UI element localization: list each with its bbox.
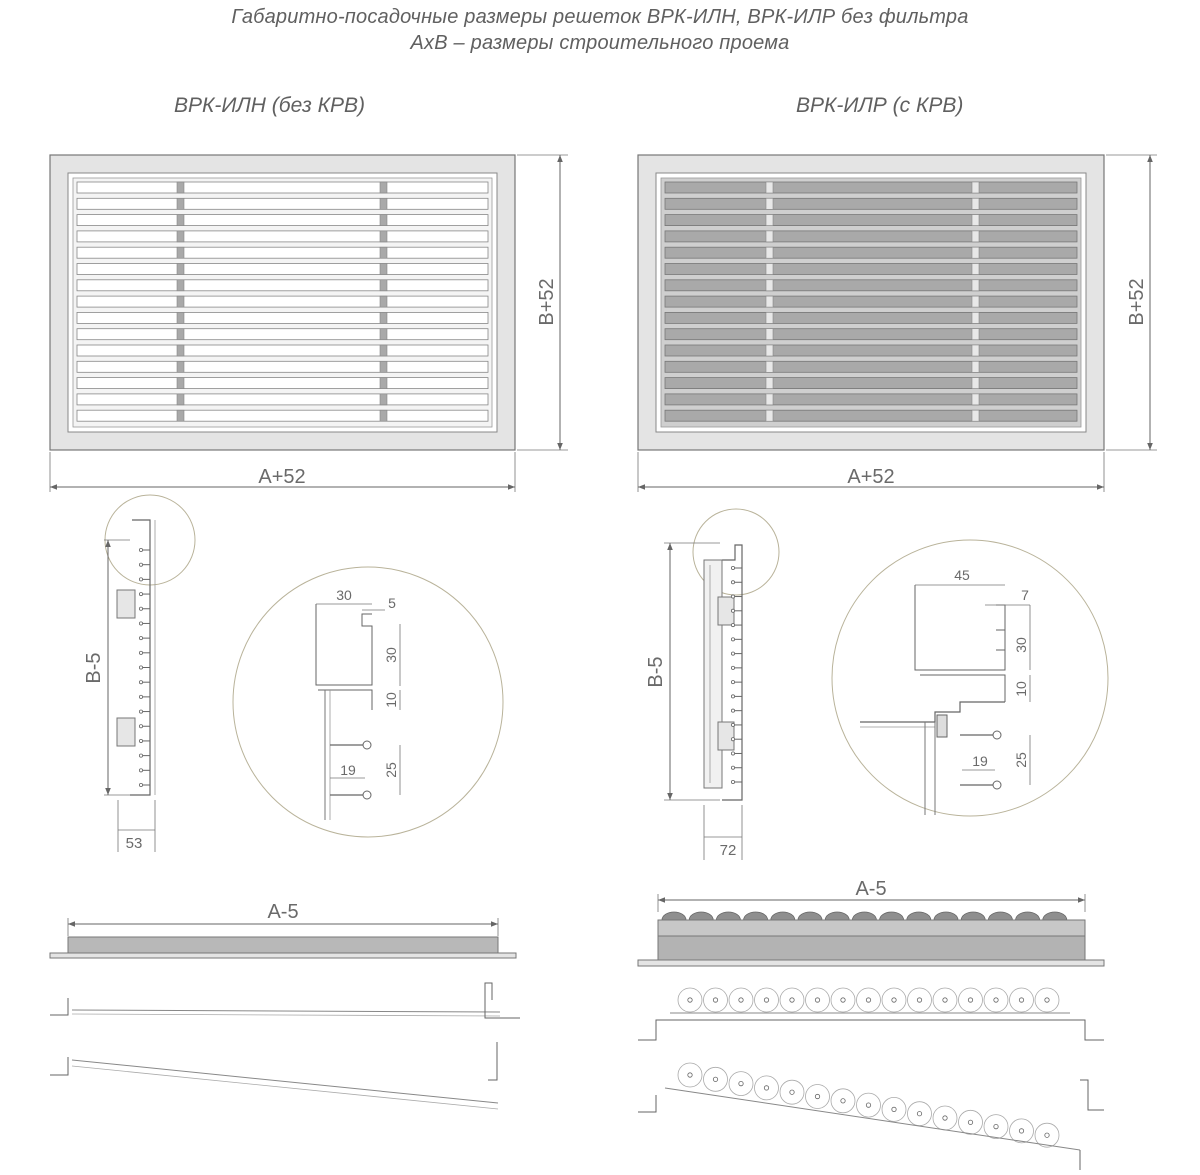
- louver-blade: [77, 296, 488, 307]
- louver-blade: [665, 215, 1077, 226]
- louver-divider: [177, 280, 184, 291]
- louver-blade: [665, 312, 1077, 323]
- louver-divider: [766, 296, 773, 307]
- louver-blade: [665, 410, 1077, 421]
- louver-divider: [766, 378, 773, 389]
- left-detail-view: [233, 567, 503, 837]
- disk-pivot: [994, 998, 998, 1002]
- disk-pivot: [866, 998, 870, 1002]
- rib-pivot: [139, 710, 142, 713]
- right-front-view: [638, 155, 1157, 492]
- louver-blade: [77, 215, 488, 226]
- valve-roller: [852, 912, 876, 920]
- louver-divider: [380, 198, 387, 209]
- rib-pivot: [139, 769, 142, 772]
- louver-divider: [766, 198, 773, 209]
- louver-divider: [177, 312, 184, 323]
- disk-pivot: [943, 998, 947, 1002]
- rib-pivot: [139, 695, 142, 698]
- svg-text:25: 25: [383, 762, 399, 778]
- louver-divider: [177, 378, 184, 389]
- left-height-label: B+52: [536, 278, 558, 326]
- right-detail-view: [832, 540, 1108, 816]
- valve-roller: [1016, 912, 1040, 920]
- valve-roller: [907, 912, 931, 920]
- louver-divider: [972, 215, 979, 226]
- louver-blade: [665, 361, 1077, 372]
- valve-roller: [689, 912, 713, 920]
- rib-pivot: [731, 595, 734, 598]
- rib-pivot: [139, 622, 142, 625]
- louver-divider: [177, 264, 184, 275]
- louver-blade: [665, 329, 1077, 340]
- rib-pivot: [731, 780, 734, 783]
- louver-blade: [77, 264, 488, 275]
- drawing-title: Габаритно-посадочные размеры решеток ВРК-ИЛН, ВРК-ИЛР без фильтра: [231, 6, 969, 28]
- left-model-name: ВРК-ИЛН (без КРВ): [174, 94, 366, 117]
- louver-blade: [665, 345, 1077, 356]
- rib-pivot: [139, 563, 142, 566]
- valve-roller: [988, 912, 1012, 920]
- louver-divider: [972, 231, 979, 242]
- svg-text:30: 30: [1013, 637, 1029, 653]
- louver-divider: [972, 296, 979, 307]
- louver-blade: [665, 280, 1077, 291]
- louver-blade: [77, 182, 488, 193]
- louver-blade: [665, 247, 1077, 258]
- rib-pivot: [731, 609, 734, 612]
- louver-divider: [380, 296, 387, 307]
- louver-divider: [177, 394, 184, 405]
- louver-divider: [766, 312, 773, 323]
- louver-divider: [177, 361, 184, 372]
- right-width-label: A+52: [847, 466, 895, 488]
- disk-pivot: [841, 1099, 845, 1103]
- right-height-label: B+52: [1126, 278, 1148, 326]
- valve-roller: [880, 912, 904, 920]
- rib-pivot: [139, 607, 142, 610]
- right-height-dimension: [1106, 155, 1157, 450]
- louver-divider: [380, 231, 387, 242]
- rib-pivot: [731, 752, 734, 755]
- disk-pivot: [917, 998, 921, 1002]
- disk-pivot: [1045, 1133, 1049, 1137]
- svg-text:19: 19: [340, 762, 356, 778]
- valve-roller: [662, 912, 686, 920]
- disk-pivot: [688, 998, 692, 1002]
- louver-blade: [77, 198, 488, 209]
- disk-pivot: [841, 998, 845, 1002]
- louver-blade: [77, 361, 488, 372]
- louver-blade: [77, 231, 488, 242]
- right-louvers: [665, 182, 1077, 421]
- left-height-dimension: [517, 155, 568, 450]
- disk-pivot: [764, 1086, 768, 1090]
- valve-roller: [825, 912, 849, 920]
- louver-divider: [972, 361, 979, 372]
- louver-divider: [972, 312, 979, 323]
- svg-text:30: 30: [336, 587, 352, 603]
- louver-blade: [665, 231, 1077, 242]
- louver-divider: [766, 264, 773, 275]
- louver-blade: [665, 264, 1077, 275]
- left-depth-dimension: [118, 800, 155, 852]
- disk-pivot: [739, 1081, 743, 1085]
- louver-divider: [972, 345, 979, 356]
- right-side-height-label: B-5: [645, 656, 667, 688]
- louver-divider: [177, 296, 184, 307]
- louver-divider: [380, 215, 387, 226]
- rib-pivot: [139, 681, 142, 684]
- right-bottom-width-label: A-5: [855, 878, 887, 900]
- left-louvers: [77, 182, 488, 421]
- drawing-subtitle: АхВ – размеры строительного проема: [410, 32, 790, 54]
- louver-blade: [665, 198, 1077, 209]
- louver-divider: [380, 361, 387, 372]
- louver-divider: [766, 361, 773, 372]
- right-model-name: ВРК-ИЛР (с КРВ): [796, 94, 964, 117]
- svg-text:19: 19: [972, 753, 988, 769]
- louver-divider: [972, 247, 979, 258]
- disk-pivot: [968, 1120, 972, 1124]
- svg-text:25: 25: [1013, 752, 1029, 768]
- rib-pivot: [731, 709, 734, 712]
- louver-divider: [380, 345, 387, 356]
- louver-blade: [77, 312, 488, 323]
- disk-pivot: [688, 1073, 692, 1077]
- valve-roller: [716, 912, 740, 920]
- rib-pivot: [731, 695, 734, 698]
- disk-pivot: [815, 1094, 819, 1098]
- disk-pivot: [994, 1124, 998, 1128]
- louver-divider: [972, 198, 979, 209]
- rib-pivot: [731, 666, 734, 669]
- disk-pivot: [943, 1116, 947, 1120]
- rib-pivot: [139, 739, 142, 742]
- louver-divider: [766, 215, 773, 226]
- louver-divider: [972, 410, 979, 421]
- louver-divider: [972, 394, 979, 405]
- louver-blade: [77, 329, 488, 340]
- disk-pivot: [790, 1090, 794, 1094]
- disk-pivot: [892, 1107, 896, 1111]
- left-width-dimension: [50, 452, 515, 492]
- valve-roller: [771, 912, 795, 920]
- disk-pivot: [764, 998, 768, 1002]
- left-depth-label: 53: [125, 835, 143, 852]
- louver-blade: [77, 410, 488, 421]
- disk-pivot: [790, 998, 794, 1002]
- rib-pivot: [139, 651, 142, 654]
- louver-divider: [177, 198, 184, 209]
- right-side-section: [645, 509, 779, 860]
- louver-divider: [766, 410, 773, 421]
- rib-pivot: [139, 592, 142, 595]
- rib-pivot: [139, 725, 142, 728]
- louver-divider: [380, 378, 387, 389]
- right-depth-label: 72: [719, 842, 737, 859]
- right-bottom-views: [638, 878, 1104, 1170]
- valve-roller: [744, 912, 768, 920]
- louver-divider: [177, 247, 184, 258]
- louver-divider: [177, 410, 184, 421]
- louver-blade: [665, 296, 1077, 307]
- disk-pivot: [713, 1077, 717, 1081]
- louver-divider: [766, 394, 773, 405]
- left-bottom-width-label: A-5: [267, 901, 299, 923]
- louver-blade: [665, 182, 1077, 193]
- svg-text:30: 30: [383, 647, 399, 663]
- disk-pivot: [866, 1103, 870, 1107]
- left-front-view: [50, 155, 568, 492]
- louver-divider: [380, 329, 387, 340]
- louver-divider: [766, 247, 773, 258]
- louver-blade: [665, 394, 1077, 405]
- right-depth-dimension: [704, 805, 742, 860]
- rib-pivot: [139, 637, 142, 640]
- disk-pivot: [739, 998, 743, 1002]
- louver-blade: [665, 378, 1077, 389]
- louver-divider: [380, 312, 387, 323]
- louver-divider: [766, 231, 773, 242]
- louver-divider: [380, 410, 387, 421]
- svg-text:10: 10: [1013, 681, 1029, 697]
- valve-roller: [1043, 912, 1067, 920]
- rib-pivot: [731, 566, 734, 569]
- louver-blade: [77, 394, 488, 405]
- louver-divider: [380, 280, 387, 291]
- svg-text:10: 10: [383, 692, 399, 708]
- louver-divider: [177, 345, 184, 356]
- rib-pivot: [139, 578, 142, 581]
- louver-divider: [177, 182, 184, 193]
- louver-blade: [77, 247, 488, 258]
- louver-blade: [77, 280, 488, 291]
- svg-text:45: 45: [954, 567, 970, 583]
- rib-pivot: [731, 738, 734, 741]
- louver-divider: [766, 182, 773, 193]
- louver-divider: [972, 280, 979, 291]
- svg-text:5: 5: [388, 595, 396, 611]
- louver-divider: [972, 182, 979, 193]
- rib-pivot: [731, 652, 734, 655]
- louver-divider: [972, 329, 979, 340]
- disk-pivot: [892, 998, 896, 1002]
- left-side-section: [83, 495, 195, 852]
- louver-divider: [177, 231, 184, 242]
- left-width-label: A+52: [258, 466, 306, 488]
- rib-pivot: [139, 548, 142, 551]
- rib-pivot: [139, 754, 142, 757]
- louver-divider: [380, 247, 387, 258]
- right-bottom-circles-flat: [678, 988, 1059, 1012]
- valve-roller: [798, 912, 822, 920]
- disk-pivot: [917, 1112, 921, 1116]
- rib-pivot: [731, 766, 734, 769]
- rib-pivot: [139, 666, 142, 669]
- louver-divider: [177, 215, 184, 226]
- disk-pivot: [968, 998, 972, 1002]
- louver-divider: [766, 345, 773, 356]
- disk-pivot: [815, 998, 819, 1002]
- louver-divider: [766, 280, 773, 291]
- louver-divider: [380, 264, 387, 275]
- louver-divider: [972, 378, 979, 389]
- rib-pivot: [731, 681, 734, 684]
- valve-roller: [961, 912, 985, 920]
- rib-pivot: [731, 623, 734, 626]
- svg-text:7: 7: [1021, 587, 1029, 603]
- left-side-height-dimension: [83, 540, 130, 795]
- disk-pivot: [1019, 998, 1023, 1002]
- louver-divider: [177, 329, 184, 340]
- disk-pivot: [713, 998, 717, 1002]
- rib-pivot: [731, 581, 734, 584]
- rib-pivot: [139, 783, 142, 786]
- disk-pivot: [1019, 1129, 1023, 1133]
- right-bottom-circles-tilt: [678, 1063, 1059, 1147]
- louver-blade: [77, 345, 488, 356]
- left-bottom-views: [50, 901, 520, 1109]
- louver-blade: [77, 378, 488, 389]
- louver-divider: [380, 394, 387, 405]
- rib-pivot: [731, 638, 734, 641]
- louver-divider: [766, 329, 773, 340]
- disk-pivot: [1045, 998, 1049, 1002]
- right-width-dimension: [638, 452, 1104, 492]
- valve-roller: [934, 912, 958, 920]
- rib-pivot: [731, 723, 734, 726]
- louver-divider: [972, 264, 979, 275]
- left-side-height-label: B-5: [83, 652, 105, 684]
- louver-divider: [380, 182, 387, 193]
